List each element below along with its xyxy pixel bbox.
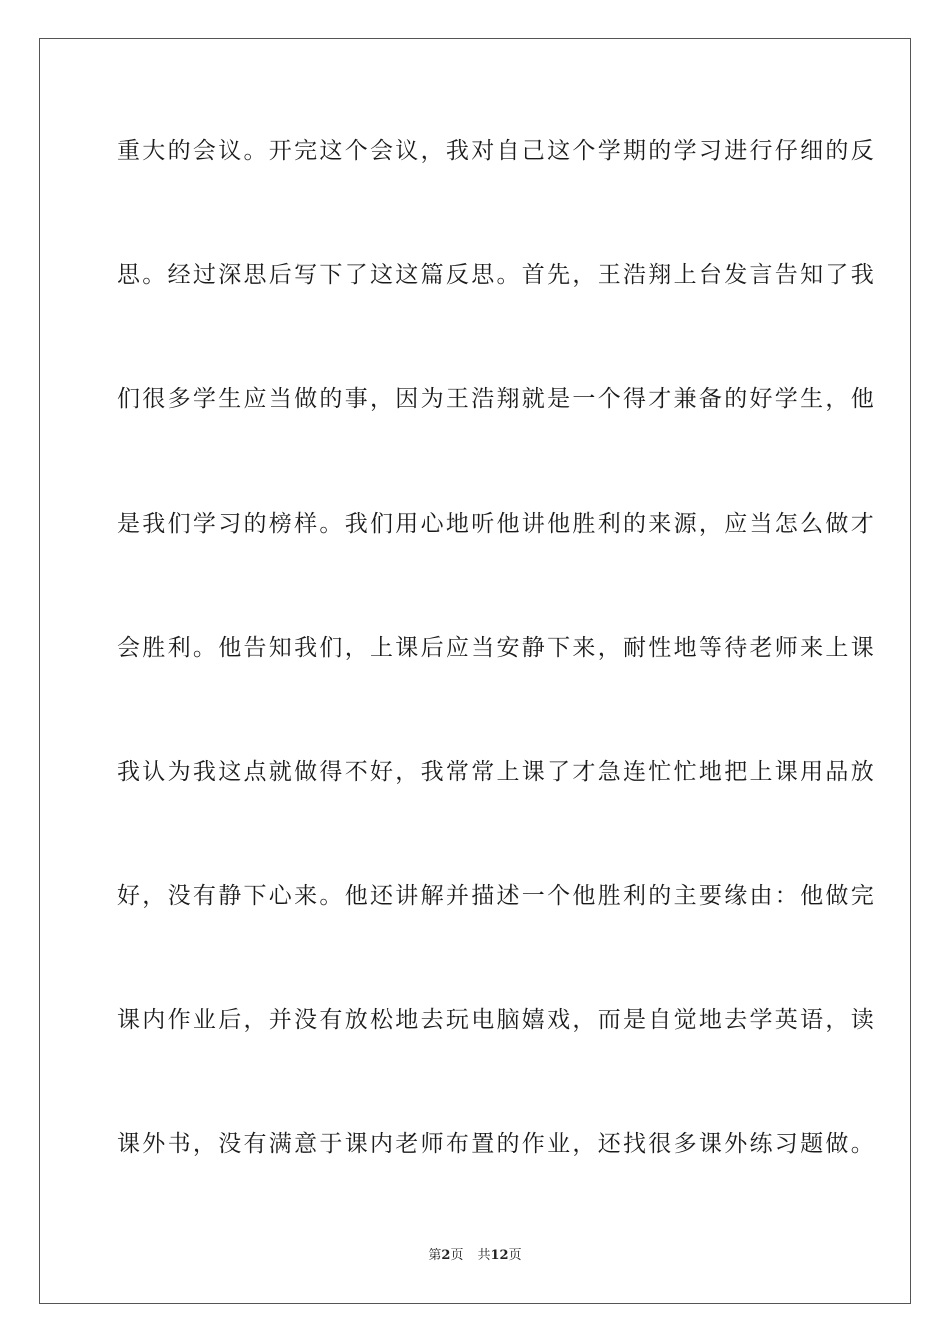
- paragraph-line-3: 们很多学生应当做的事，因为王浩翔就是一个得才兼备的好学生，他: [117, 386, 876, 412]
- page-border: [39, 38, 911, 1304]
- paragraph-line-8: 课内作业后，并没有放松地去玩电脑嬉戏，而是自觉地去学英语，读: [117, 1007, 876, 1033]
- page-prefix: 第: [428, 1248, 442, 1263]
- paragraph-line-9: 课外书，没有满意于课内老师布置的作业，还找很多课外练习题做。: [117, 1131, 876, 1157]
- total-pages-label: [477, 1248, 521, 1263]
- total-prefix: 共: [477, 1248, 491, 1263]
- page-suffix: 页: [450, 1248, 464, 1263]
- paragraph-line-5: 会胜利。他告知我们，上课后应当安静下来，耐性地等待老师来上课: [117, 635, 876, 661]
- paragraph-line-4: 是我们学习的榜样。我们用心地听他讲他胜利的来源，应当怎么做才: [117, 511, 876, 537]
- page-number-label: [428, 1248, 463, 1263]
- paragraph-line-1: 重大的会议。开完这个会议，我对自己这个学期的学习进行仔细的反: [117, 138, 876, 164]
- paragraph-line-6: 我认为我这点就做得不好，我常常上课了才急连忙忙地把上课用品放: [117, 759, 876, 785]
- total-pages: 12: [490, 1248, 509, 1263]
- paragraph-line-2: 思。经过深思后写下了这这篇反思。首先，王浩翔上台发言告知了我: [117, 262, 876, 288]
- total-suffix: 页: [508, 1248, 522, 1263]
- page-number: 2: [441, 1248, 451, 1263]
- page-footer: [0, 1248, 950, 1264]
- paragraph-line-7: 好，没有静下心来。他还讲解并描述一个他胜利的主要缘由：他做完: [117, 883, 876, 909]
